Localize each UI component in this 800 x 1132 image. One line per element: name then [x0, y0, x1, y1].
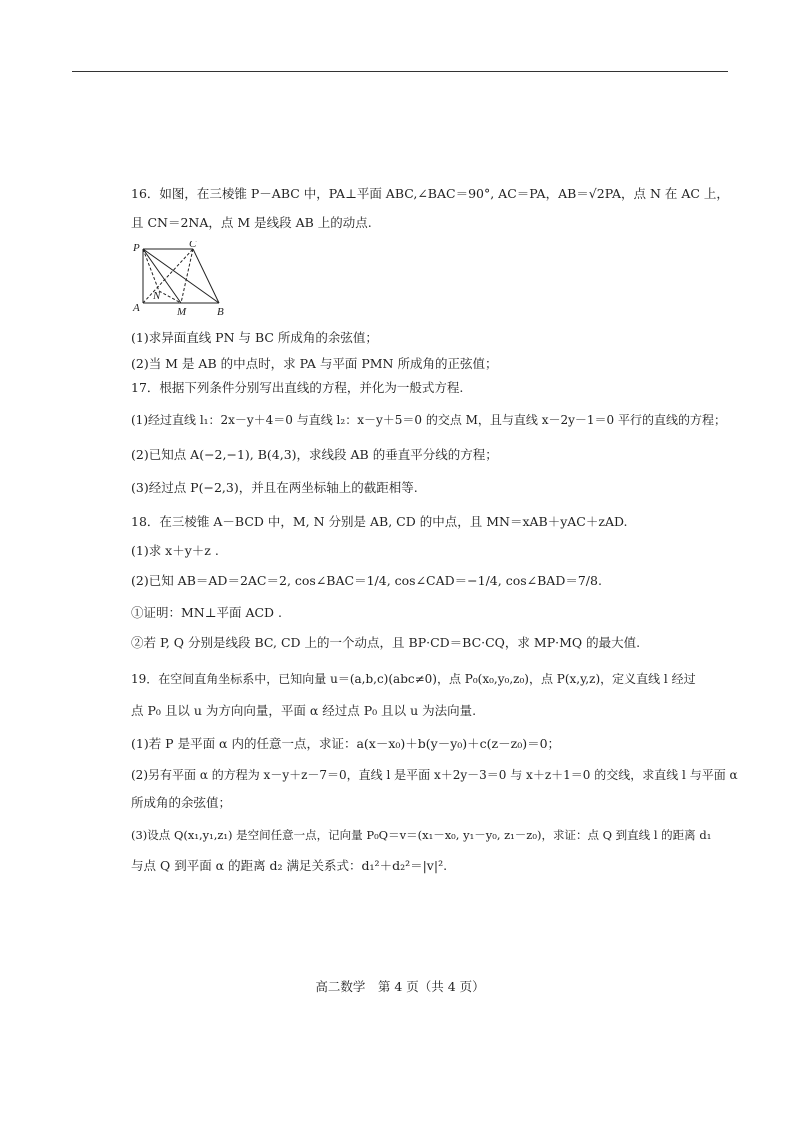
header-rule [72, 71, 728, 72]
q16-line1: 16．如图，在三棱锥 P－ABC 中，PA⊥平面 ABC,∠BAC＝90°, AC＝PA，AB＝√2PA，点 N 在 AC 上， [131, 186, 729, 201]
label-B: B [217, 306, 224, 317]
tetrahedron-figure [131, 241, 241, 317]
q18-line1: 18．在三棱锥 A－BCD 中，M, N 分别是 AB, CD 的中点，且 MN＝xAB＋yAC＋zAD. [131, 514, 628, 529]
label-M: M [177, 306, 187, 317]
label-N: N [153, 290, 161, 302]
q18-sub2a: ①证明：MN⊥平面 ACD . [131, 605, 283, 620]
q18-sub2b: ②若 P, Q 分别是线段 BC, CD 上的一个动点，且 BP·CD＝BC·CQ，求 MP·MQ 的最大值. [131, 635, 641, 650]
q19-sub3: (3)设点 Q(x₁,y₁,z₁) 是空间任意一点，记向量 P₀Q＝v＝(x₁－x₀, y₁－y₀, z₁－z₀)，求证：点 Q 到直线 l 的距离 d₁ [131, 828, 712, 842]
q18-sub2: (2)已知 AB＝AD＝2AC＝2, cos∠BAC＝1/4, cos∠CAD＝−1/4, cos∠BAD＝7/8. [131, 573, 602, 588]
q19-sub1: (1)若 P 是平面 α 内的任意一点，求证：a(x－x₀)＋b(y－y₀)＋c(z－z₀)＝0； [131, 736, 561, 751]
q16-sub1: (1)求异面直线 PN 与 BC 所成角的余弦值； [131, 330, 378, 345]
q16-sub2: (2)当 M 是 AB 的中点时，求 PA 与平面 PMN 所成角的正弦值； [131, 356, 498, 371]
q19-sub2: (2)另有平面 α 的方程为 x－y＋z－7＝0，直线 l 是平面 x＋2y－3＝0 与 x＋z＋1＝0 的交线，求直线 l 与平面 α [131, 768, 738, 782]
q17-sub1: (1)经过直线 l₁：2x－y＋4＝0 与直线 l₂：x－y＋5＝0 的交点 M，且与直线 x－2y－1＝0 平行的直线的方程； [131, 413, 727, 427]
q19-sub2b: 所成角的余弦值； [131, 795, 232, 810]
q19-sub3b: 与点 Q 到平面 α 的距离 d₂ 满足关系式：d₁²＋d₂²＝|v|². [131, 858, 448, 873]
label-P: P [133, 242, 140, 254]
q19-line1: 19．在空间直角坐标系中，已知向量 u＝(a,b,c)(abc≠0)，点 P₀(x₀,y₀,z₀)，点 P(x,y,z)，定义直线 l 经过 [131, 672, 696, 686]
q17-sub2: (2)已知点 A(−2,−1), B(4,3)，求线段 AB 的垂直平分线的方程； [131, 447, 498, 462]
label-C: C [189, 241, 197, 250]
page-footer: 高二数学 第 4 页（共 4 页） [315, 979, 485, 994]
q17-line1: 17．根据下列条件分别写出直线的方程，并化为一般式方程. [131, 380, 464, 395]
q16-line2: 且 CN＝2NA，点 M 是线段 AB 上的动点. [131, 215, 372, 230]
q17-sub3: (3)经过点 P(−2,3)，并且在两坐标轴上的截距相等. [131, 480, 418, 495]
q18-sub1: (1)求 x＋y＋z . [131, 543, 219, 558]
label-A: A [133, 302, 140, 314]
q19-line2: 点 P₀ 且以 u 为方向向量，平面 α 经过点 P₀ 且以 u 为法向量. [131, 703, 477, 718]
